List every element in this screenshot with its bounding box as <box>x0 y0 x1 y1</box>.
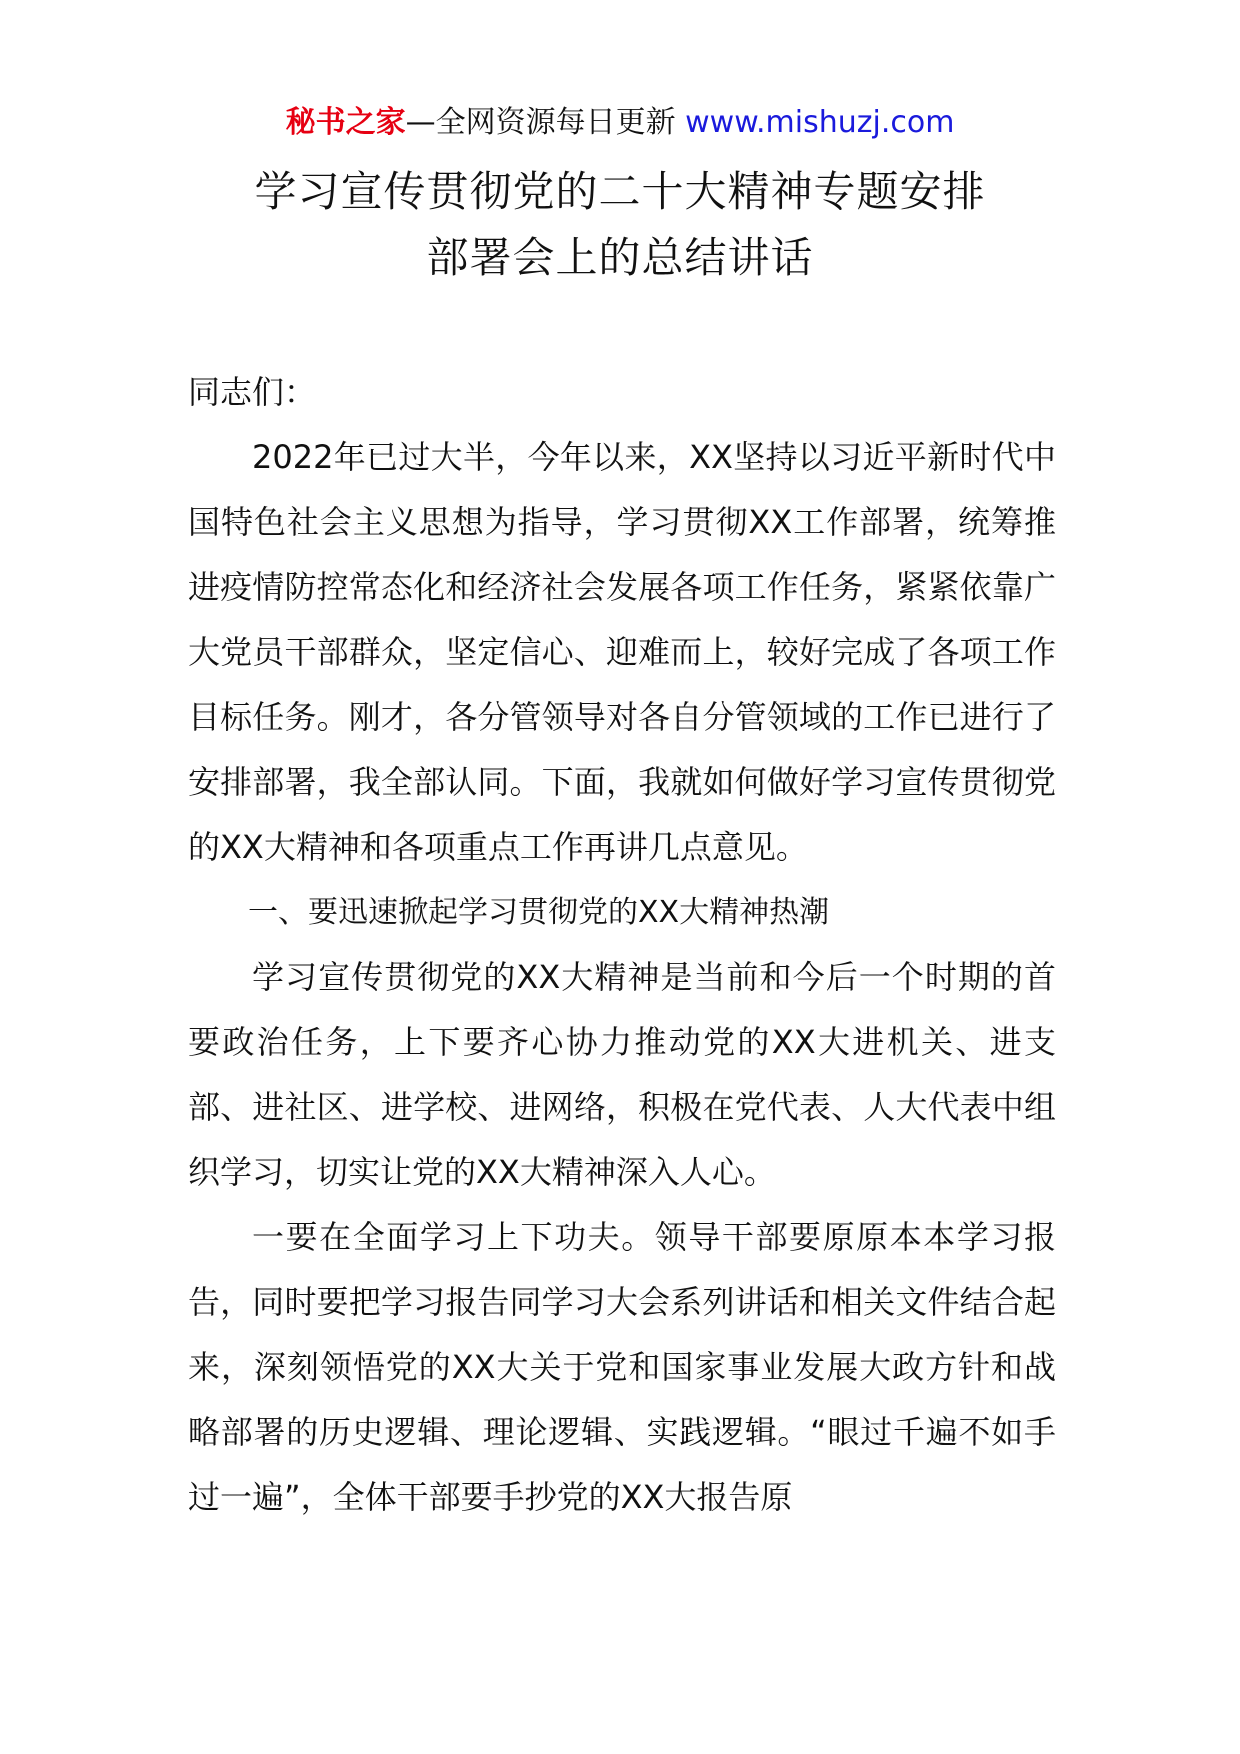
body-paragraph: 2022年已过大半，今年以来，XX坚持以习近平新时代中国特色社会主义思想为指导，学习贯彻XX工作部署，统筹推进疫情防控常态化和经济社会发展各项工作任务，紧紧依靠广大党员干部群众，坚定信心、迎难而上，较好完成了各项工作目标任务。刚才，各分管领导对各自分管领域的工作已进行了安排部署，我全部认同。下面，我就如何做好学习宣传贯彻党的XX大精神和各项重点工作再讲几点意见。 <box>188 438 1056 866</box>
header-slogan: —全网资源每日更新 <box>405 105 686 140</box>
salutation: 同志们： <box>188 373 317 411</box>
section-heading: 一、要迅速掀起学习贯彻党的XX大精神热潮 <box>248 895 830 930</box>
document-title-line-1: 学习宣传贯彻党的二十大精神专题安排 <box>254 167 986 216</box>
body-paragraph: 学习宣传贯彻党的XX大精神是当前和今后一个时期的首要政治任务，上下要齐心协力推动党的XX大进机关、进支部、进社区、进学校、进网络，积极在党代表、人大代表中组织学习，切实让党的XX大精神深入人心。 <box>188 958 1056 1191</box>
document-body <box>188 360 1056 1530</box>
brand-name: 秘书之家 <box>285 105 406 140</box>
site-header <box>0 103 1240 143</box>
body-paragraph: 一要在全面学习上下功夫。领导干部要原原本本学习报告，同时要把学习报告同学习大会系列讲话和相关文件结合起来，深刻领悟党的XX大关于党和国家事业发展大政方针和战略部署的历史逻辑、理论逻辑、实践逻辑。“眼过千遍不如手过一遍”，全体干部要手抄党的XX大报告原 <box>188 1218 1056 1516</box>
document-title-line-2: 部署会上的总结讲话 <box>426 233 814 282</box>
site-url-link[interactable]: www.mishuzj.com <box>685 105 955 140</box>
